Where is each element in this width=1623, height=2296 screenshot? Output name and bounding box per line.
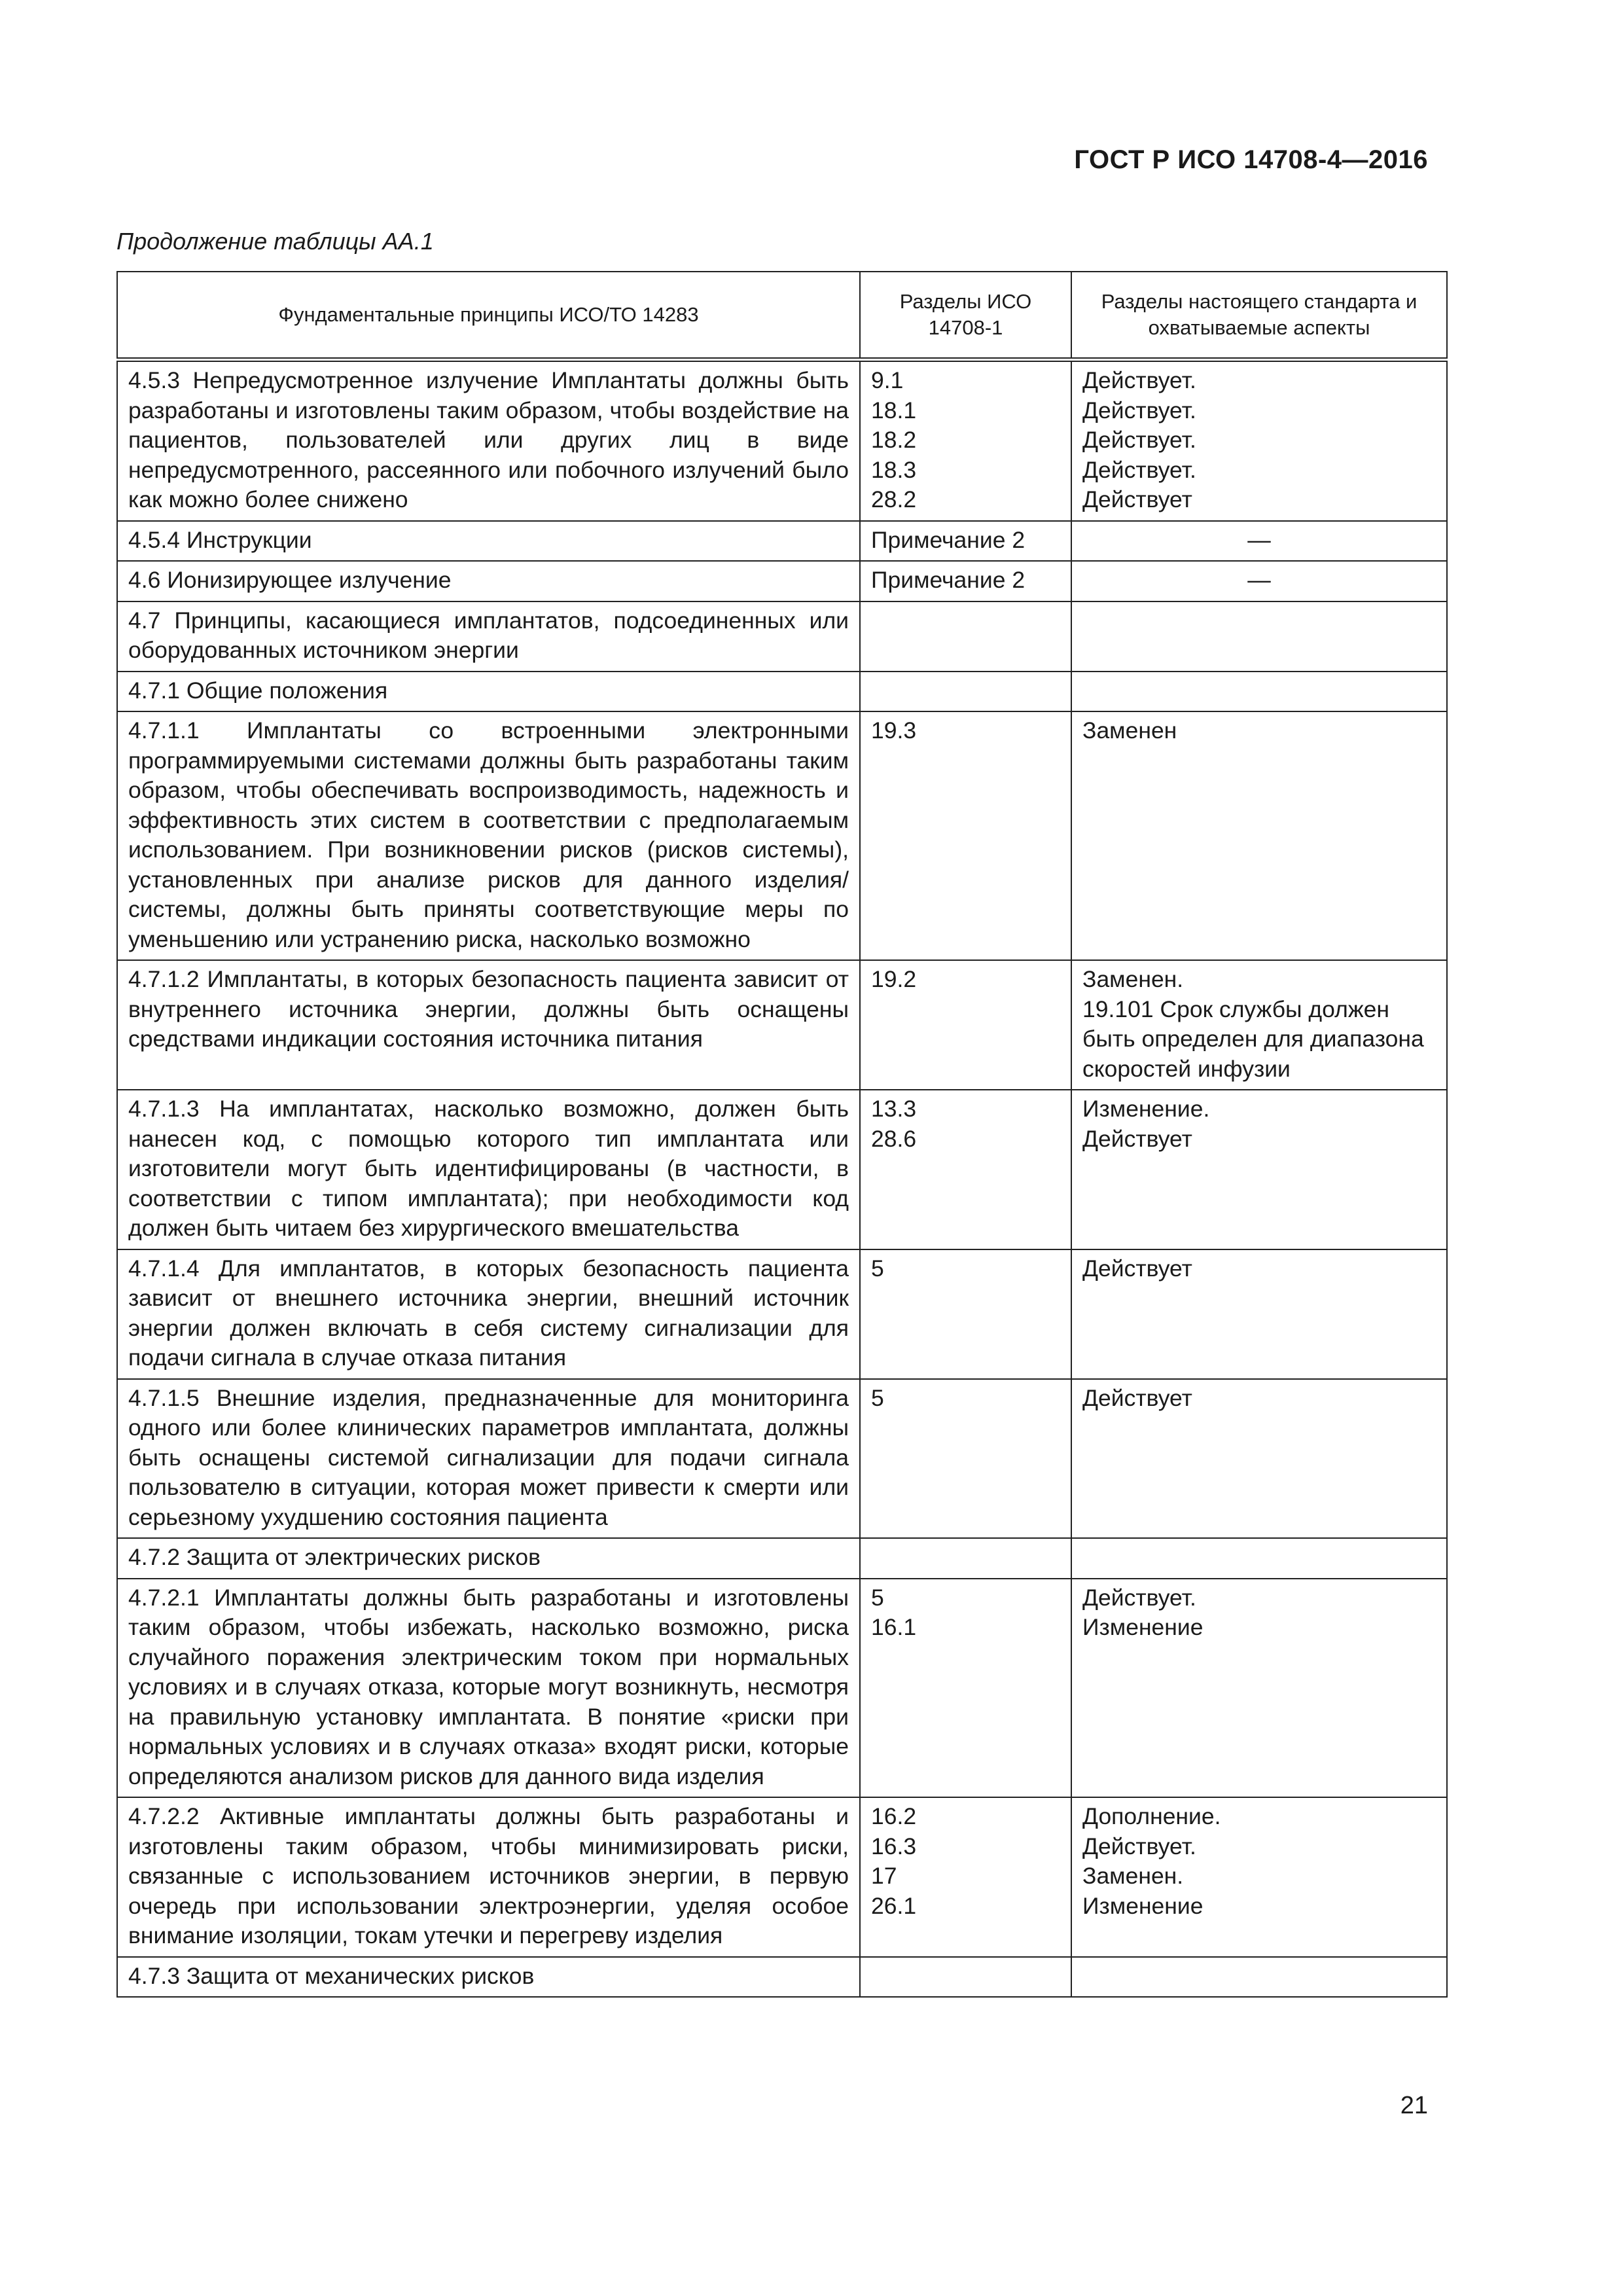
aspect-cell (1071, 1579, 1447, 1798)
iso-section-cell (860, 1957, 1071, 1998)
iso-section-cell (860, 561, 1071, 601)
aspect-text: Заменен (1082, 717, 1177, 744)
principle-cell: 4.7.1.4 Для имплантатов, в которых безопасность пациента зависит от внешнего источника энергии, внешний источник энергии должен включать в себя систему сигнализации для подачи сигнала в случае отказа питания (117, 1249, 860, 1379)
iso-section-cell (860, 1090, 1071, 1249)
section-number: 28.6 (871, 1125, 917, 1152)
table-row (117, 672, 1447, 712)
table-row (117, 360, 1447, 521)
table-row (117, 601, 1447, 672)
aspect-text: Действует. (1082, 427, 1196, 453)
aspect-text: 19.101 Срок службы должен быть определен для диапазона скоростей инфузии (1082, 996, 1424, 1082)
principle-cell: 4.7 Принципы, касающиеся имплантатов, подсоединенных или оборудованных источником энергии (117, 601, 860, 672)
aspect-text: Изменение. (1082, 1096, 1210, 1122)
iso-section-cell (860, 1797, 1071, 1957)
table-body (117, 360, 1447, 1998)
section-number: 19.3 (871, 717, 917, 744)
table-row (117, 960, 1447, 1090)
iso-section-cell (860, 960, 1071, 1090)
iso-section-cell (860, 1579, 1071, 1798)
aspect-text: Заменен. (1082, 1863, 1184, 1889)
table-row (117, 1090, 1447, 1249)
aspect-text: — (1247, 526, 1271, 553)
aspect-text: Действует. (1082, 1584, 1196, 1611)
table-header-row (117, 272, 1447, 360)
iso-section-cell (860, 1379, 1071, 1539)
table-row (117, 1797, 1447, 1957)
table-row (117, 1249, 1447, 1379)
aspect-cell (1071, 1249, 1447, 1379)
aspect-text: Заменен. (1082, 966, 1184, 992)
column-header-principles: Фундаментальные принципы ИСО/ТО 14283 (117, 272, 860, 360)
aspect-text: — (1247, 567, 1271, 593)
table-row (117, 1379, 1447, 1539)
aspect-cell (1071, 360, 1447, 521)
page-number: 21 (1400, 2092, 1428, 2119)
section-number: 5 (871, 1384, 884, 1411)
principle-cell: 4.6 Ионизирующее излучение (117, 561, 860, 601)
iso-section-cell (860, 711, 1071, 960)
principle-cell: 4.7.3 Защита от механических рисков (117, 1957, 860, 1998)
aspect-text: Действует. (1082, 367, 1196, 393)
principle-cell: 4.7.2 Защита от электрических рисков (117, 1538, 860, 1579)
principle-cell: 4.7.1.3 На имплантатах, насколько возможно, должен быть нанесен код, с помощью которого тип имплантата или изготовители могут быть идентифицированы (в частности, в соответствии с типом имплантата); при необходимости код должен быть читаем без хирургического вмешательства (117, 1090, 860, 1249)
section-number: 28.2 (871, 486, 917, 512)
aspect-text: Действует. (1082, 456, 1196, 483)
aspect-text: Действует (1082, 1255, 1192, 1282)
section-number: Примечание 2 (871, 526, 1026, 553)
principle-cell: 4.7.1 Общие положения (117, 672, 860, 712)
column-header-iso-sections: Разделы ИСО 14708-1 (860, 272, 1071, 360)
aspect-cell (1071, 1538, 1447, 1579)
section-number: 16.2 (871, 1803, 917, 1829)
aspect-text: Изменение (1082, 1892, 1204, 1919)
iso-section-cell (860, 360, 1071, 521)
principle-cell: 4.5.3 Непредусмотренное излучение Имплантаты должны быть разработаны и изготовлены таким образом, чтобы воздействие на пациентов, пользователей или других лиц в виде непредусмотренного, рассеянного или побочного излучений было как можно более снижено (117, 360, 860, 521)
aspect-cell (1071, 1797, 1447, 1957)
aspect-cell (1071, 672, 1447, 712)
aspect-cell (1071, 1379, 1447, 1539)
section-number: 18.3 (871, 456, 917, 483)
aspect-cell (1071, 561, 1447, 601)
aspect-cell (1071, 711, 1447, 960)
section-number: Примечание 2 (871, 567, 1026, 593)
principle-cell: 4.7.2.1 Имплантаты должны быть разработаны и изготовлены таким образом, чтобы избежать, насколько возможно, риска случайного поражения электрическим током при нормальных условиях и в случаях отказа, которые могут возникнуть, несмотря на правильную установку имплантата. В понятие «риски при нормальных условиях и в случаях отказа» входят риски, которые определяются анализом рисков для данного вида изделия (117, 1579, 860, 1798)
section-number: 5 (871, 1255, 884, 1282)
standards-table (116, 271, 1448, 1998)
iso-section-cell (860, 1249, 1071, 1379)
principle-cell: 4.7.1.1 Имплантаты со встроенными электронными программируемыми системами должны быть разработаны таким образом, чтобы обеспечивать воспроизводимость, надежность и эффективность этих систем в соответствии с предполагаемым использованием. При возникновении рисков (рисков системы), установленных при анализе рисков для данного изделия/системы, должны быть приняты соответствующие меры по уменьшению или устранению риска, насколько возможно (117, 711, 860, 960)
section-number: 9.1 (871, 367, 904, 393)
table-row (117, 1538, 1447, 1579)
table-caption: Продолжение таблицы АА.1 (116, 228, 434, 255)
aspect-cell (1071, 1090, 1447, 1249)
principle-cell: 4.7.2.2 Активные имплантаты должны быть разработаны и изготовлены таким образом, чтобы минимизировать риски, связанные с использованием источников энергии, в первую очередь при использовании электроэнергии, уделяя особое внимание изоляции, токам утечки и перегреву изделия (117, 1797, 860, 1957)
section-number: 19.2 (871, 966, 917, 992)
aspect-text: Действует (1082, 1384, 1192, 1411)
aspect-cell (1071, 1957, 1447, 1998)
principle-cell: 4.7.1.2 Имплантаты, в которых безопасность пациента зависит от внутреннего источника энергии, должны быть оснащены средствами индикации состояния источника питания (117, 960, 860, 1090)
table-row (117, 711, 1447, 960)
table-row (117, 1579, 1447, 1798)
section-number: 16.1 (871, 1614, 917, 1640)
section-number: 5 (871, 1584, 884, 1611)
aspect-cell (1071, 521, 1447, 562)
column-header-standard-sections: Разделы настоящего стандарта и охватываемые аспекты (1071, 272, 1447, 360)
document-header: ГОСТ Р ИСО 14708-4—2016 (1074, 145, 1428, 174)
aspect-text: Действует. (1082, 1833, 1196, 1859)
section-number: 18.2 (871, 427, 917, 453)
aspect-text: Действует (1082, 486, 1192, 512)
table-row (117, 1957, 1447, 1998)
table-row (117, 521, 1447, 562)
iso-section-cell (860, 521, 1071, 562)
aspect-text: Изменение (1082, 1614, 1204, 1640)
aspect-text: Действует. (1082, 397, 1196, 423)
section-number: 13.3 (871, 1096, 917, 1122)
section-number: 16.3 (871, 1833, 917, 1859)
aspect-text: Дополнение. (1082, 1803, 1221, 1829)
iso-section-cell (860, 672, 1071, 712)
principle-cell: 4.5.4 Инструкции (117, 521, 860, 562)
section-number: 26.1 (871, 1892, 917, 1919)
table-row (117, 561, 1447, 601)
section-number: 17 (871, 1863, 897, 1889)
iso-section-cell (860, 1538, 1071, 1579)
section-number: 18.1 (871, 397, 917, 423)
aspect-cell (1071, 960, 1447, 1090)
aspect-cell (1071, 601, 1447, 672)
aspect-text: Действует (1082, 1125, 1192, 1152)
principle-cell: 4.7.1.5 Внешние изделия, предназначенные для мониторинга одного или более клинических параметров имплантата, должны быть оснащены системой сигнализации для подачи сигнала пользователю в ситуации, которая может привести к смерти или серьезному ухудшению состояния пациента (117, 1379, 860, 1539)
iso-section-cell (860, 601, 1071, 672)
